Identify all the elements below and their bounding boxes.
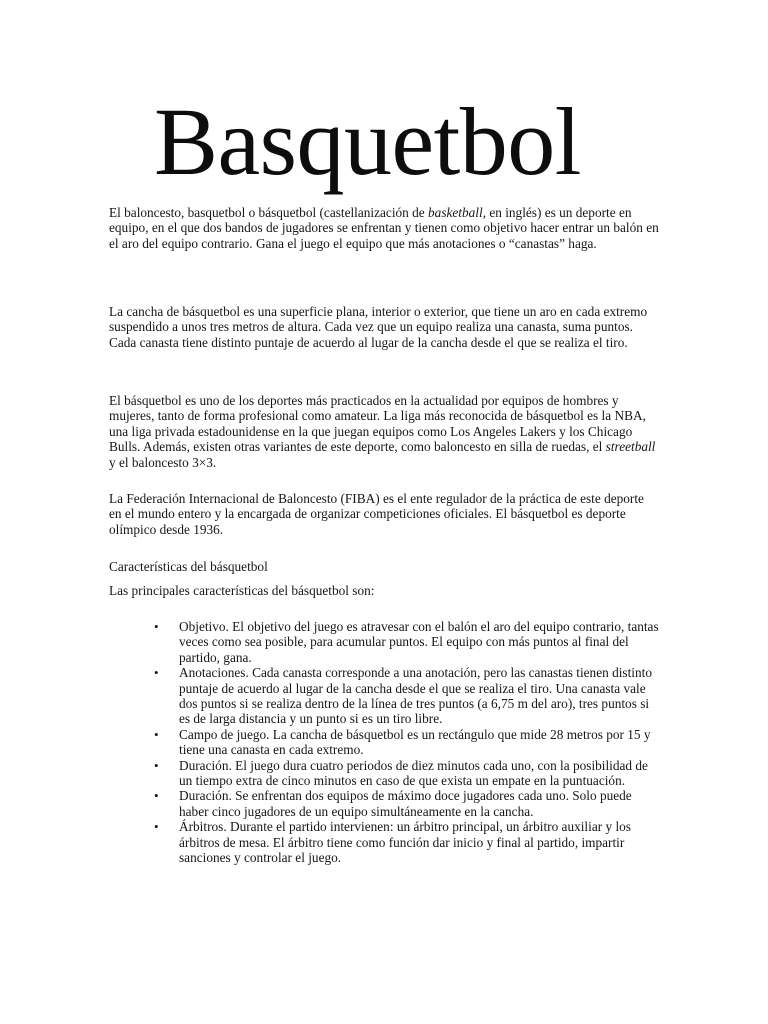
intro-emphasis: basketball [428, 205, 483, 220]
popularity-emphasis: streetball [605, 439, 656, 455]
popularity-paragraph [109, 393, 659, 470]
features-heading: Características del básquetbol [109, 559, 268, 574]
document-title: Basquetbol [154, 88, 581, 195]
features-intro: Las principales características del básquetbol son: [109, 583, 375, 598]
intro-text-end: , en inglés) es un deporte en equipo, en el que dos bandos de jugadores se enfrentan y tienen como objetivo hacer entrar un balón en el aro del equipo contrario. Gana el juego el equipo que más anotaciones o “canastas” haga. [109, 205, 659, 251]
feature-text: Objetivo. El objetivo del juego es atravesar con el balón el aro del equipo contrario, tantas veces como sea posible, para acumular puntos. El equipo con más puntos al final del partido, gana. [179, 619, 659, 665]
feature-text: Anotaciones. Cada canasta corresponde a una anotación, pero las canastas tienen distinto puntaje de acuerdo al lugar de la cancha desde el que se realiza el tiro. Una canasta vale dos puntos si se realiza dentro de la línea de tres puntos (a 6,75 m del aro), tres puntos si es de larga distancia y un punto si es un tiro libre. [179, 665, 652, 727]
intro-text-start: El baloncesto, basquetbol o básquetbol (castellanización de [109, 205, 429, 220]
list-item [154, 726, 659, 758]
bullet-icon: • [154, 726, 159, 742]
feature-text: Duración. Se enfrentan dos equipos de máximo doce jugadores cada uno. Solo puede haber cinco jugadores de un equipo simultáneamente en la cancha. [179, 788, 632, 819]
list-item [154, 665, 659, 727]
features-list [154, 619, 659, 866]
bullet-icon: • [154, 819, 159, 835]
popularity-text-end: y el baloncesto 3×3. [109, 454, 217, 470]
bullet-icon: • [154, 619, 159, 634]
court-paragraph: La cancha de básquetbol es una superficie plana, interior o exterior, que tiene un aro en cada extremo suspendido a unos tres metros de altura. Cada vez que un equipo realiza una canasta, suma puntos. Cada canasta tiene distinto puntaje de acuerdo al lugar de la cancha desde el que se realiza el tiro. [109, 304, 648, 350]
intro-paragraph [109, 205, 659, 251]
popularity-text-start: El básquetbol es uno de los deportes más practicados en la actualidad por equipos de hombres y mujeres, tanto de forma profesional como amateur. La liga más reconocida de básquetbol es la NBA, una liga privada estadounidense en la que juegan equipos como Los Angeles Lakers y los Chicago Bulls. Además, existen otras variantes de este deporte, como baloncesto en silla de ruedas, el [109, 393, 646, 455]
list-item [154, 757, 659, 789]
bullet-icon: • [154, 788, 159, 804]
list-item [154, 819, 659, 866]
list-item [154, 619, 659, 665]
bullet-icon: • [154, 665, 159, 681]
fiba-paragraph: La Federación Internacional de Baloncesto (FIBA) es el ente regulador de la práctica de este deporte en el mundo entero y la encargada de organizar competiciones oficiales. El básquetbol es deporte olímpico desde 1936. [109, 491, 644, 537]
list-item [154, 788, 659, 819]
feature-text: Campo de juego. La cancha de básquetbol es un rectángulo que mide 28 metros por 15 y tiene una canasta en cada extremo. [179, 726, 651, 758]
feature-text: Duración. El juego dura cuatro periodos de diez minutos cada uno, con la posibilidad de un tiempo extra de cinco minutos en caso de que exista un empate en la puntuación. [179, 757, 648, 789]
bullet-icon: • [154, 757, 159, 773]
feature-text: Árbitros. Durante el partido intervienen: un árbitro principal, un árbitro auxiliar y los árbitros de mesa. El árbitro tiene como función dar inicio y final al partido, impartir sanciones y controlar el juego. [179, 819, 631, 866]
